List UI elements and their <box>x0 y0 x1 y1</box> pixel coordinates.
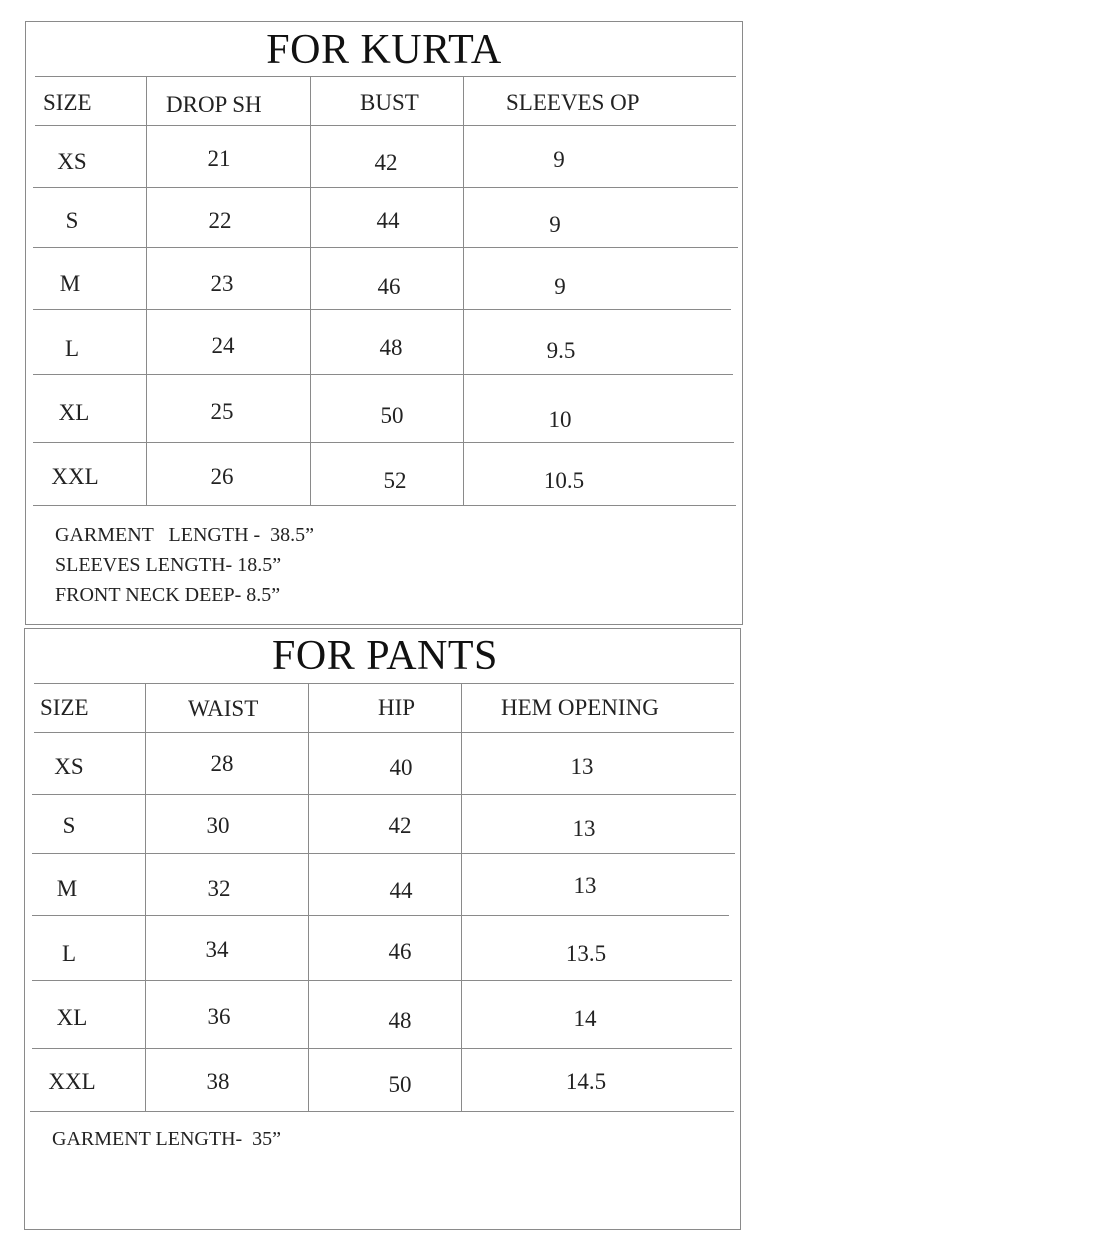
kurta-bust-cell: 50 <box>380 403 404 428</box>
pants-hip-cell: 50 <box>388 1072 412 1097</box>
kurta-header-bust: BUST <box>360 90 419 115</box>
pants-waist-cell: 36 <box>207 1004 231 1029</box>
pants-hip-cell: 40 <box>389 755 413 780</box>
pants-waist-cell: 38 <box>206 1069 230 1094</box>
pants-size-chart <box>24 628 741 1230</box>
kurta-title: FOR KURTA <box>266 27 502 73</box>
pants-row-rule <box>32 1048 732 1049</box>
pants-waist-cell: 28 <box>210 751 234 776</box>
kurta-sleeves-op-cell: 9 <box>554 274 566 299</box>
pants-waist-cell: 32 <box>207 876 231 901</box>
kurta-drop-sh-cell: 25 <box>210 399 234 424</box>
kurta-row-rule <box>33 187 738 188</box>
kurta-size-cell: M <box>59 271 81 296</box>
pants-header-hip: HIP <box>378 695 416 720</box>
pants-waist-cell: 30 <box>206 813 230 838</box>
kurta-bust-cell: 42 <box>374 150 398 175</box>
pants-hip-cell: 42 <box>388 813 412 838</box>
kurta-row-rule <box>33 247 738 248</box>
pants-table-bottom-rule <box>30 1111 734 1112</box>
pants-hip-cell: 44 <box>389 878 413 903</box>
pants-waist-cell: 34 <box>205 937 229 962</box>
pants-hem-opening-cell: 13 <box>572 816 596 841</box>
kurta-row-rule <box>33 374 733 375</box>
pants-header-waist: WAIST <box>188 696 259 721</box>
pants-header-size: SIZE <box>40 695 89 720</box>
kurta-title-rule <box>35 76 736 77</box>
kurta-header-size: SIZE <box>43 90 92 115</box>
kurta-column-rule <box>310 76 311 505</box>
pants-size-cell: S <box>62 813 76 838</box>
pants-size-cell: XXL <box>48 1069 96 1094</box>
pants-header-rule <box>34 732 734 733</box>
pants-row-rule <box>32 794 736 795</box>
kurta-sleeves-op-cell: 10.5 <box>543 468 585 493</box>
pants-row-rule <box>32 853 735 854</box>
kurta-drop-sh-cell: 21 <box>207 146 231 171</box>
pants-header-hem-opening: HEM OPENING <box>501 695 659 720</box>
kurta-note-sleeves-length: SLEEVES LENGTH- 18.5” <box>55 554 282 576</box>
kurta-sleeves-op-cell: 9.5 <box>546 338 576 363</box>
kurta-column-rule <box>146 76 147 505</box>
pants-hip-cell: 48 <box>388 1008 412 1033</box>
kurta-header-sleeves-op: SLEEVES OP <box>506 90 640 115</box>
pants-column-rule <box>308 683 309 1111</box>
pants-hem-opening-cell: 14 <box>573 1006 597 1031</box>
kurta-drop-sh-cell: 24 <box>211 333 235 358</box>
pants-hem-opening-cell: 13.5 <box>565 941 607 966</box>
kurta-note-front-neck-deep: FRONT NECK DEEP- 8.5” <box>55 584 281 606</box>
kurta-sleeves-op-cell: 9 <box>549 212 561 237</box>
pants-size-cell: XL <box>56 1005 88 1030</box>
kurta-drop-sh-cell: 22 <box>208 208 232 233</box>
kurta-bust-cell: 52 <box>383 468 407 493</box>
pants-hip-cell: 46 <box>388 939 412 964</box>
kurta-sleeves-op-cell: 10 <box>548 407 572 432</box>
kurta-drop-sh-cell: 23 <box>210 271 234 296</box>
kurta-size-cell: XL <box>58 400 90 425</box>
pants-size-cell: M <box>56 876 78 901</box>
kurta-note-garment-length: GARMENT LENGTH - 38.5” <box>55 524 315 546</box>
kurta-table-bottom-rule <box>33 505 736 506</box>
kurta-drop-sh-cell: 26 <box>210 464 234 489</box>
pants-row-rule <box>32 915 729 916</box>
pants-column-rule <box>145 683 146 1111</box>
pants-size-cell: L <box>61 941 77 966</box>
kurta-bust-cell: 44 <box>376 208 400 233</box>
kurta-bust-cell: 48 <box>379 335 403 360</box>
pants-size-cell: XS <box>54 754 84 779</box>
pants-title: FOR PANTS <box>272 633 498 679</box>
pants-title-rule <box>34 683 734 684</box>
pants-hem-opening-cell: 14.5 <box>565 1069 607 1094</box>
pants-hem-opening-cell: 13 <box>570 754 594 779</box>
kurta-bust-cell: 46 <box>377 274 401 299</box>
kurta-size-chart <box>25 21 743 625</box>
kurta-size-cell: S <box>65 208 79 233</box>
kurta-size-cell: XXL <box>51 464 99 489</box>
kurta-row-rule <box>33 442 734 443</box>
pants-column-rule <box>461 683 462 1111</box>
kurta-size-cell: XS <box>57 149 87 174</box>
pants-row-rule <box>32 980 732 981</box>
kurta-column-rule <box>463 76 464 505</box>
kurta-header-drop-sh: DROP SH <box>166 92 262 117</box>
kurta-row-rule <box>33 309 731 310</box>
pants-note-garment-length: GARMENT LENGTH- 35” <box>52 1128 282 1150</box>
kurta-size-cell: L <box>64 336 80 361</box>
kurta-sleeves-op-cell: 9 <box>553 147 565 172</box>
pants-hem-opening-cell: 13 <box>573 873 597 898</box>
kurta-header-rule <box>35 125 736 126</box>
